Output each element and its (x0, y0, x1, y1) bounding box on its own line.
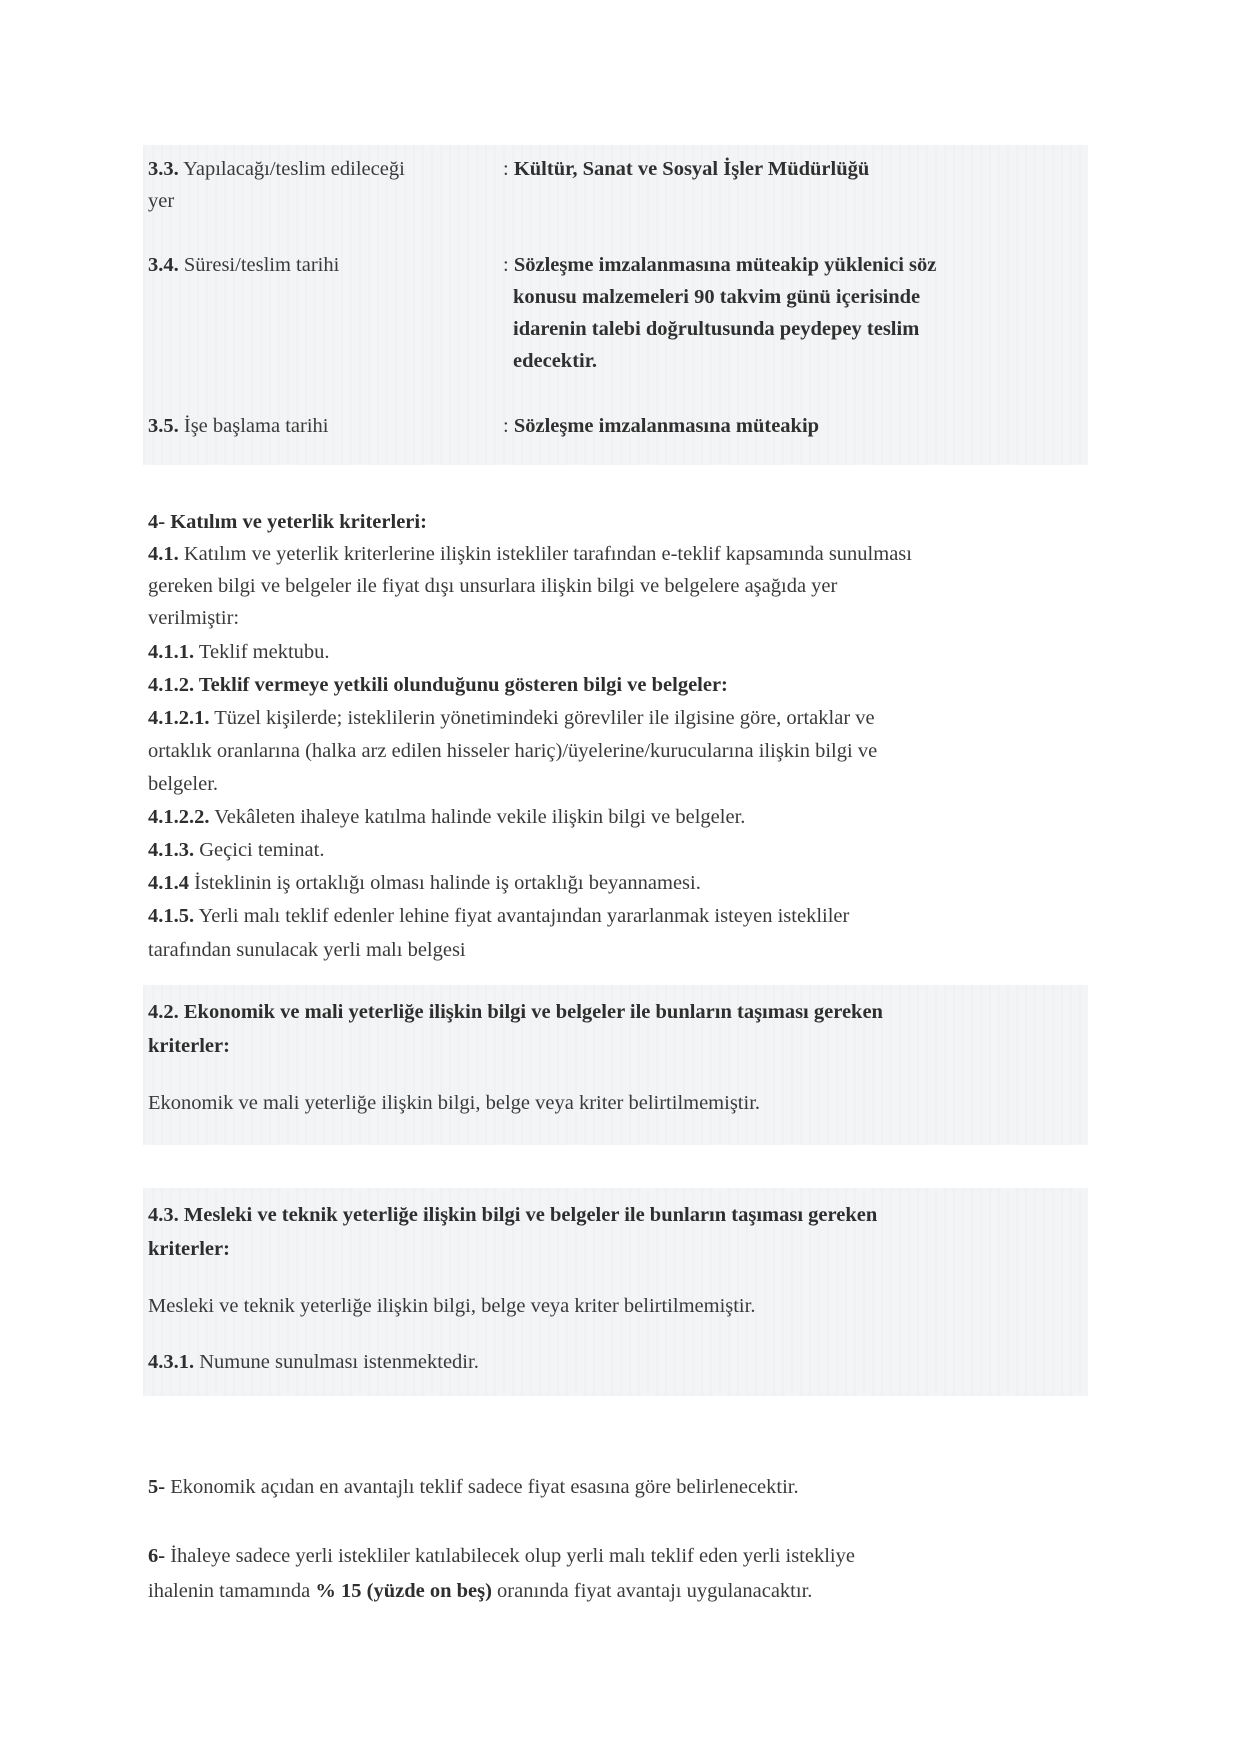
section6-text: İhaleye sadece yerli istekliler katılabilecek olup yerli malı teklif eden yerli istekliye (170, 1545, 855, 1567)
p42-heading-line1: 4.2. Ekonomik ve mali yeterliğe ilişkin bilgi ve belgeler ile bunların taşıması gereken (148, 1001, 883, 1023)
row-3-4-num: 3.4. (148, 254, 179, 276)
section5-num: 5- (148, 1476, 166, 1498)
p41-num: 4.1. (148, 543, 179, 565)
section6-num: 6- (148, 1545, 166, 1567)
p4121-line3: belgeler. (148, 773, 219, 795)
p415-num: 4.1.5. (148, 905, 195, 927)
p41-line2: gereken bilgi ve belgeler ile fiyat dışı unsurlara ilişkin bilgi ve belgelere aşağıda yer (148, 575, 838, 597)
row-3-3-label-text: Yapılacağı/teslim edileceği (183, 158, 405, 180)
p4121-text: Tüzel kişilerde; isteklilerin yönetimindeki görevliler ile ilgisine göre, ortaklar ve (214, 707, 875, 729)
p411 (148, 636, 330, 668)
p414-num: 4.1.4 (148, 872, 189, 894)
p414 (148, 867, 701, 899)
p4121-num: 4.1.2.1. (148, 707, 210, 729)
section5-text: Ekonomik açıdan en avantajlı teklif sadece fiyat esasına göre belirlenecektir. (170, 1476, 799, 1498)
section6-line2 (148, 1575, 812, 1607)
row-3-4-value-line4: edecektir. (513, 350, 598, 372)
p431-text: Numune sunulması istenmektedir. (199, 1351, 479, 1373)
colon: : (503, 254, 509, 276)
row-3-5-label-text: İşe başlama tarihi (183, 415, 329, 437)
p42-heading-line2: kriterler: (148, 1035, 230, 1057)
p415-text: Yerli malı teklif edenler lehine fiyat avantajından yararlanmak isteyen istekliler (198, 905, 850, 927)
p43-heading-line2: kriterler: (148, 1238, 230, 1260)
p411-text: Teklif mektubu. (198, 641, 330, 663)
p43-heading-line1: 4.3. Mesleki ve teknik yeterliğe ilişkin bilgi ve belgeler ile bunların taşıması gereken (148, 1204, 878, 1226)
p415-line2: tarafından sunulacak yerli malı belgesi (148, 939, 466, 961)
row-3-5-label (148, 410, 328, 442)
p413-num: 4.1.3. (148, 839, 195, 861)
p42-body: Ekonomik ve mali yeterliğe ilişkin bilgi, belge veya kriter belirtilmemiştir. (148, 1092, 761, 1114)
section6-line2-bold: % 15 (yüzde on beş) (315, 1580, 492, 1602)
section6-line1 (148, 1540, 855, 1572)
p4122-text: Vekâleten ihaleye katılma halinde vekile ilişkin bilgi ve belgeler. (214, 806, 746, 828)
row-3-4-value-line2: konusu malzemeleri 90 takvim günü içerisinde (513, 286, 921, 308)
row-3-3-label (148, 153, 405, 185)
p414-text: İsteklinin iş ortaklığı olması halinde iş ortaklığı beyannamesi. (194, 872, 701, 894)
p41-text: Katılım ve yeterlik kriterlerine ilişkin istekliler tarafından e-teklif kapsamında sunulması (183, 543, 912, 565)
p412: 4.1.2. Teklif vermeye yetkili olunduğunu gösteren bilgi ve belgeler: (148, 674, 728, 696)
section4-heading: 4- Katılım ve yeterlik kriterleri: (148, 511, 427, 533)
section5 (148, 1471, 799, 1503)
p431 (148, 1346, 479, 1378)
row-3-5-value (503, 410, 819, 442)
row-3-3-label-line2: yer (148, 190, 175, 212)
colon: : (503, 158, 509, 180)
p41-line1 (148, 538, 912, 570)
row-3-4-label (148, 249, 339, 281)
p4121-line2: ortaklık oranlarına (halka arz edilen hisseler hariç)/üyelerine/kurucularına ilişkin bilgi ve (148, 740, 878, 762)
row-3-5-value-text: Sözleşme imzalanmasına müteakip (513, 415, 820, 437)
p431-num: 4.3.1. (148, 1351, 195, 1373)
p41-line3: verilmiştir: (148, 607, 240, 629)
row-3-3-value-text: Kültür, Sanat ve Sosyal İşler Müdürlüğü (513, 158, 870, 180)
row-3-4-value-line3: idarenin talebi doğrultusunda peydepey teslim (513, 318, 920, 340)
section6-line2-pre: ihalenin tamamında (148, 1580, 311, 1602)
row-3-4-label-text: Süresi/teslim tarihi (183, 254, 340, 276)
p413-text: Geçici teminat. (199, 839, 325, 861)
row-3-5-num: 3.5. (148, 415, 179, 437)
colon: : (503, 415, 509, 437)
p415-line1 (148, 900, 849, 932)
p4121-line1 (148, 702, 875, 734)
p4122 (148, 801, 745, 833)
section6-line2-post: oranında fiyat avantajı uygulanacaktır. (497, 1580, 813, 1602)
row-3-4-value-line1: Sözleşme imzalanmasına müteakip yüklenici söz (513, 254, 937, 276)
row-3-4-value (503, 249, 936, 281)
p411-num: 4.1.1. (148, 641, 195, 663)
p413 (148, 834, 324, 866)
row-3-3-num: 3.3. (148, 158, 179, 180)
p43-body: Mesleki ve teknik yeterliğe ilişkin bilgi, belge veya kriter belirtilmemiştir. (148, 1295, 756, 1317)
row-3-3-value (503, 153, 869, 185)
p4122-num: 4.1.2.2. (148, 806, 210, 828)
